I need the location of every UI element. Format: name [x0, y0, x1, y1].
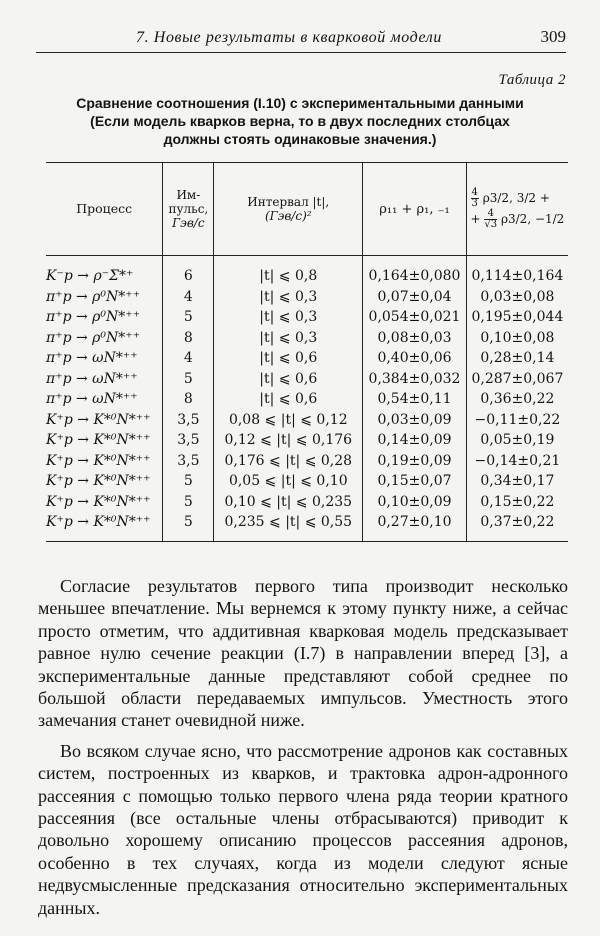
- table-header-row: [46, 163, 568, 256]
- cell-combo: 0,114±0,164: [466, 256, 568, 287]
- cell-rho: 0,27±0,10: [363, 512, 467, 541]
- table-row: [46, 369, 568, 390]
- cell-momentum: 3,5: [163, 410, 214, 431]
- cell-rho: 0,14±0,09: [363, 430, 467, 451]
- table-row: [46, 287, 568, 308]
- cell-combo: 0,34±0,17: [466, 471, 568, 492]
- paragraph-1: Согласие результатов первого типа производит несколько меньшее впечатление. Мы вернемся к этому пункту ниже, а сейчас просто отметим, что аддитивная кварковая модель предсказывает равное нулю сечение реакции (I.7) в направлении вперед [3], а экспериментальные данные представляют собой среднее по большой области передаваемых импульсов. Уместность этого замечания станет очевидной ниже.: [38, 576, 568, 731]
- cell-process: π⁺p → ρ⁰N*⁺⁺: [46, 329, 141, 346]
- page-number: 309: [540, 27, 566, 46]
- table-row: [46, 471, 568, 492]
- cell-momentum: 6: [163, 256, 214, 287]
- cell-momentum: 4: [163, 348, 214, 369]
- table-row: [46, 348, 568, 369]
- header-rule: [36, 52, 566, 53]
- cell-interval: |t| ⩽ 0,8: [214, 256, 363, 287]
- cell-momentum: 8: [163, 389, 214, 410]
- cell-rho: 0,08±0,03: [363, 328, 467, 349]
- cell-process: K⁺p → K*⁰N*⁺⁺: [46, 493, 151, 510]
- cell-rho: 0,384±0,032: [363, 369, 467, 390]
- table-row: [46, 256, 568, 287]
- cell-rho: 0,054±0,021: [363, 307, 467, 328]
- cell-rho: 0,15±0,07: [363, 471, 467, 492]
- cell-interval: |t| ⩽ 0,3: [214, 328, 363, 349]
- table-label: Таблица 2: [498, 72, 566, 88]
- caption-line-1: Сравнение соотношения (I.10) с экспериментальными данными: [76, 95, 524, 111]
- table-row: [46, 512, 568, 541]
- cell-process: K⁺p → K*⁰N*⁺⁺: [46, 432, 151, 449]
- body-text: [38, 575, 568, 927]
- cell-momentum: 5: [163, 369, 214, 390]
- cell-combo: 0,05±0,19: [466, 430, 568, 451]
- cell-rho: 0,10±0,09: [363, 492, 467, 513]
- cell-process: K⁺p → K*⁰N*⁺⁺: [46, 452, 151, 469]
- cell-rho: 0,40±0,06: [363, 348, 467, 369]
- cell-combo: 0,03±0,08: [466, 287, 568, 308]
- cell-combo: 0,15±0,22: [466, 492, 568, 513]
- cell-interval: |t| ⩽ 0,3: [214, 307, 363, 328]
- cell-interval: 0,12 ⩽ |t| ⩽ 0,176: [214, 430, 363, 451]
- cell-interval: 0,05 ⩽ |t| ⩽ 0,10: [214, 471, 363, 492]
- header-interval: Интервал |t|, (Гэв/с)²: [214, 163, 363, 256]
- cell-interval: |t| ⩽ 0,6: [214, 348, 363, 369]
- cell-interval: |t| ⩽ 0,6: [214, 389, 363, 410]
- cell-interval: |t| ⩽ 0,6: [214, 369, 363, 390]
- cell-combo: 0,287±0,067: [466, 369, 568, 390]
- cell-interval: 0,08 ⩽ |t| ⩽ 0,12: [214, 410, 363, 431]
- cell-process: π⁺p → ωN*⁺⁺: [46, 391, 138, 408]
- cell-momentum: 3,5: [163, 451, 214, 472]
- cell-combo: 0,36±0,22: [466, 389, 568, 410]
- cell-process: K⁺p → K*⁰N*⁺⁺: [46, 411, 151, 428]
- cell-interval: 0,235 ⩽ |t| ⩽ 0,55: [214, 512, 363, 541]
- paragraph-2: Во всяком случае ясно, что рассмотрение адронов как составных систем, построенных из кварков, и трактовка адрон-адронного рассеяния с помощью только первого члена ряда теории кратного рассеяния (все остальные члены отбрасываются) приводит к довольно хорошему описанию процессов рассеяния адронов, особенно в тех случаях, когда из модели следуют ясные недвусмысленные предсказания относительно экспериментальных данных.: [38, 740, 568, 918]
- cell-rho: 0,03±0,09: [363, 410, 467, 431]
- cell-momentum: 5: [163, 512, 214, 541]
- cell-rho: 0,07±0,04: [363, 287, 467, 308]
- cell-interval: 0,10 ⩽ |t| ⩽ 0,235: [214, 492, 363, 513]
- cell-rho: 0,164±0,080: [363, 256, 467, 287]
- cell-rho: 0,54±0,11: [363, 389, 467, 410]
- caption-line-3: должны стоять одинаковые значения.): [163, 131, 437, 147]
- fraction-four-thirds: $\frac{4}{3}$: [471, 187, 478, 209]
- cell-combo: −0,14±0,21: [466, 451, 568, 472]
- table-caption: [30, 94, 570, 148]
- running-header: [36, 27, 566, 51]
- cell-combo: −0,11±0,22: [466, 410, 568, 431]
- cell-process: K⁻p → ρ⁻Σ*⁺: [46, 268, 134, 285]
- comparison-table: [46, 162, 568, 542]
- running-title: 7. Новые результаты в кварковой модели: [136, 29, 442, 46]
- fraction-four-root-three: $\frac{4}{√3}$: [484, 208, 498, 230]
- table-row: [46, 430, 568, 451]
- cell-process: π⁺p → ωN*⁺⁺: [46, 350, 138, 367]
- table-row: [46, 307, 568, 328]
- table-row: [46, 410, 568, 431]
- cell-combo: 0,37±0,22: [466, 512, 568, 541]
- cell-momentum: 3,5: [163, 430, 214, 451]
- header-rho-sum: ρ₁₁ + ρ₁, ₋₁: [363, 163, 467, 256]
- cell-momentum: 5: [163, 471, 214, 492]
- cell-process: K⁺p → K*⁰N*⁺⁺: [46, 473, 151, 490]
- table-row: [46, 389, 568, 410]
- header-process: Процесс: [46, 163, 163, 256]
- table-row: [46, 451, 568, 472]
- cell-interval: |t| ⩽ 0,3: [214, 287, 363, 308]
- cell-rho: 0,19±0,09: [363, 451, 467, 472]
- header-momentum: Им- пульс, Гэв/с: [163, 163, 214, 256]
- cell-process: π⁺p → ρ⁰N*⁺⁺: [46, 288, 141, 305]
- cell-momentum: 5: [163, 492, 214, 513]
- cell-process: π⁺p → ρ⁰N*⁺⁺: [46, 309, 141, 326]
- header-rho-combination: $\frac{4}{3}$ ρ3/2, 3/2 + + $\frac{4}{√3}$ ρ3/2, −1/2: [466, 163, 568, 256]
- cell-interval: 0,176 ⩽ |t| ⩽ 0,28: [214, 451, 363, 472]
- cell-combo: 0,10±0,08: [466, 328, 568, 349]
- table-row: [46, 492, 568, 513]
- cell-process: π⁺p → ωN*⁺⁺: [46, 370, 138, 387]
- cell-momentum: 8: [163, 328, 214, 349]
- caption-line-2: (Если модель кварков верна, то в двух последних столбцах: [90, 113, 510, 129]
- cell-combo: 0,195±0,044: [466, 307, 568, 328]
- cell-momentum: 5: [163, 307, 214, 328]
- cell-momentum: 4: [163, 287, 214, 308]
- cell-process: K⁺p → K*⁰N*⁺⁺: [46, 512, 163, 541]
- table-row: [46, 328, 568, 349]
- cell-combo: 0,28±0,14: [466, 348, 568, 369]
